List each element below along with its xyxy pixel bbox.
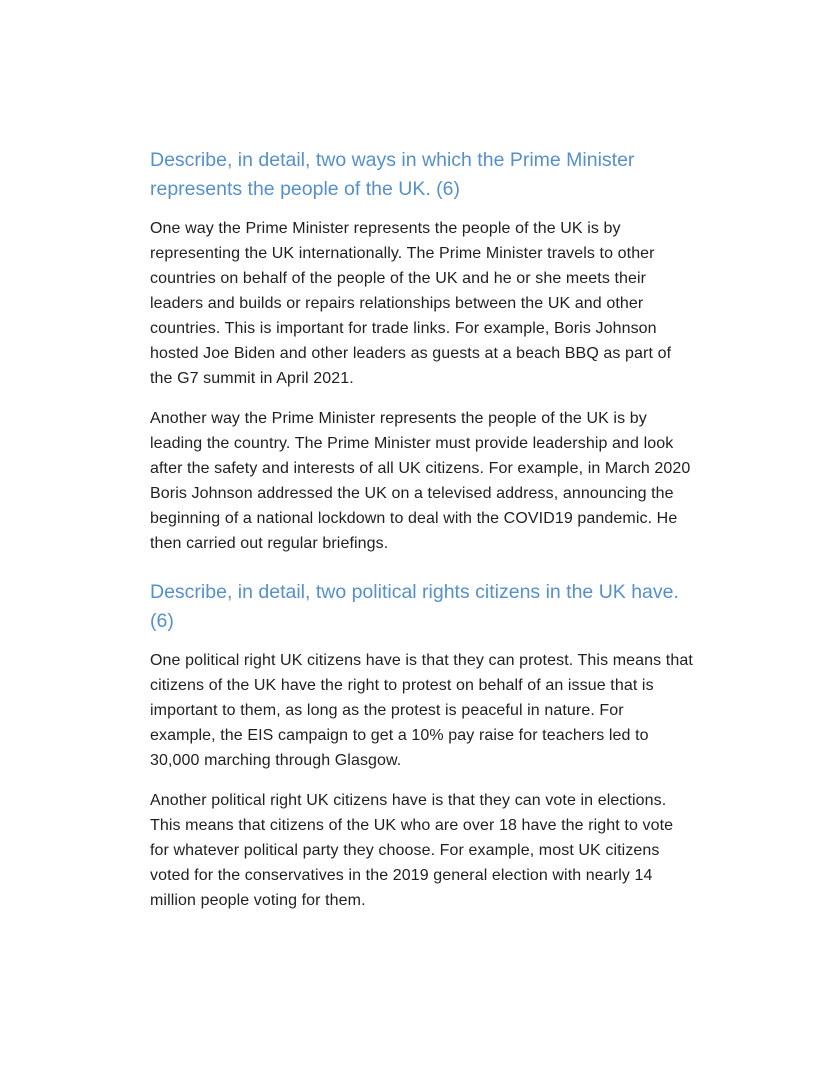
answer-paragraph-pm-international: One way the Prime Minister represents the people of the UK is by representing the UK internationally. The Prime Minister travels to other countries on behalf of the people of the UK and he or she meets their leaders and builds or repairs relationships between the UK and other countries. This is important for trade links. For example, Boris Johnson hosted Joe Biden and other leaders as guests at a beach BBQ as part of the G7 summit in April 2021.: [150, 220, 672, 387]
question-heading-prime-minister: Describe, in detail, two ways in which the Prime Minister represents the people of the UK. (6): [150, 149, 635, 200]
question-heading-political-rights: Describe, in detail, two political rights citizens in the UK have. (6): [150, 581, 679, 632]
answer-paragraph-right-protest: One political right UK citizens have is that they can protest. This means that citizens of the UK have the right to protest on behalf of an issue that is important to them, as long as the protest is peaceful in nature. For example, the EIS campaign to get a 10% pay raise for teachers led to 30,000 marching through Glasgow.: [150, 652, 693, 769]
answer-paragraph-pm-leadership: Another way the Prime Minister represents the people of the UK is by leading the country. The Prime Minister must provide leadership and look after the safety and interests of all UK citizens. For example, in March 2020 Boris Johnson addressed the UK on a televised address, announcing the beginning of a national lockdown to deal with the COVID19 pandemic. He then carried out regular briefings.: [150, 410, 691, 552]
answer-paragraph-right-vote: Another political right UK citizens have is that they can vote in elections. This means that citizens of the UK who are over 18 have the right to vote for whatever political party they choose. For example, most UK citizens voted for the conservatives in the 2019 general election with nearly 14 million people voting for them.: [150, 792, 674, 909]
document-content: [150, 146, 693, 928]
